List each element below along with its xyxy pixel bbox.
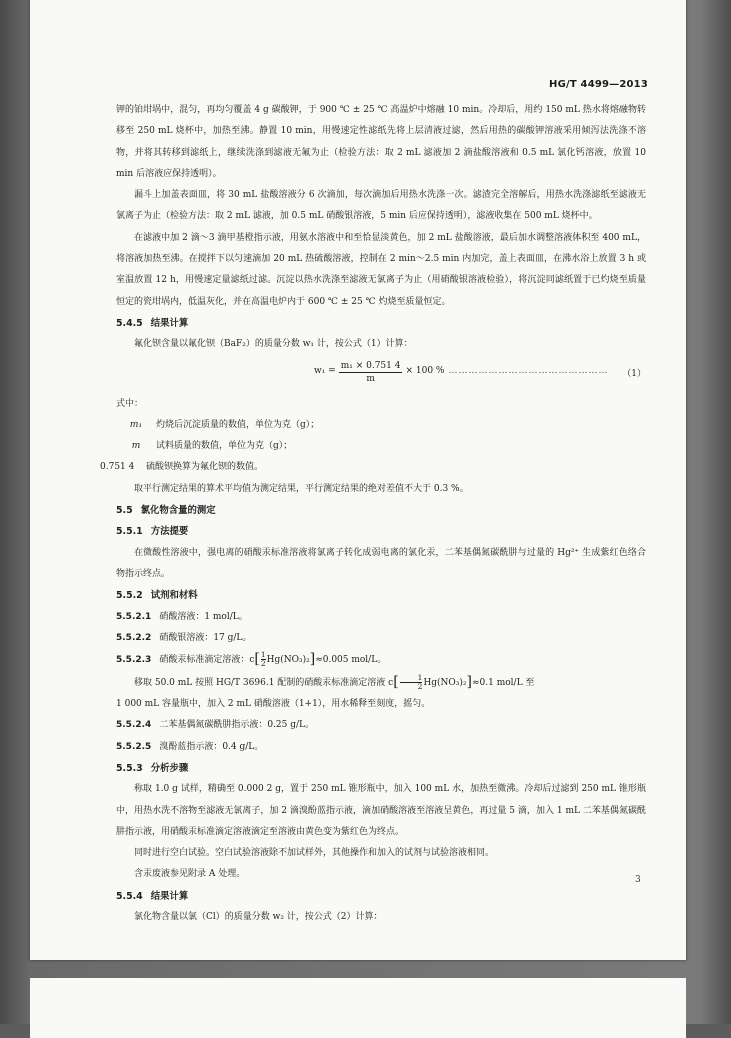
section-heading: 5.5.2 试剂和材料 — [116, 590, 198, 602]
reagent-item: 5.5.2.4 二苯基偶氮碳酰肼指示液：0.25 g/L。 — [116, 720, 314, 731]
paragraph: 氯化物含量以氯（Cl）的质量分数 w₂ 计，按公式（2）计算： — [134, 912, 383, 922]
section-heading: 5.5.1 方法提要 — [116, 526, 189, 538]
paragraph: 1 000 mL 容量瓶中，加入 2 mL 硝酸溶液（1+1），用水稀释至刻度，摇匀。 — [116, 699, 431, 710]
page-number: 3 — [635, 875, 641, 885]
definition-row: m₁ 灼烧后沉淀质量的数值，单位为克（g）； — [129, 419, 320, 430]
paragraph: 氟化钡含量以氟化钡（BaF₂）的质量分数 w₁ 计，按公式（1）计算： — [134, 339, 413, 350]
section-heading: 5.4.5 结果计算 — [116, 317, 189, 329]
formula-fraction — [339, 360, 403, 385]
paragraph: 钾的铂坩埚中，混匀，再均匀覆盖 4 g 碳酸钾，于 900 ℃ ± 25 ℃ 高温炉中熔融 10 min。冷却后，用约 150 mL 热水将熔融物转移至 250 mL 烧杯中，加热至沸。静置 10 min，用慢速定性滤纸先将上层清液过滤，然后用热的碳酸钾溶液采用倾泻法洗涤不溶物，并将其转移到滤纸上，继续洗涤到滤液无氟为止（检验方法：取 2 mL 滤液加 2 滴盐酸溶液和 0.5 mL 氯化钙溶液，放置 10 min 后溶液应保持透明）。 — [116, 105, 646, 179]
paragraph: 含汞废液参见附录 A 处理。 — [134, 869, 246, 880]
paragraph: 漏斗上加盖表面皿，将 30 mL 盐酸溶液分 6 次滴加，每次滴加后用热水洗涤一次。滤渣完全溶解后，用热水洗涤滤纸至滤液无氯离子为止（检验方法：取 2 mL 滤液，加 0.5 mL 硝酸银溶液，5 min 后应保持透明），滤液收集在 500 mL 烧杯中。 — [116, 190, 646, 222]
formula-leader-dots: ………………………………………… — [448, 366, 609, 377]
formula-numerator: m₁ × 0.751 4 — [340, 360, 401, 371]
standard-code: HG/T 4499—2013 — [549, 79, 648, 90]
formula-lhs: w₁ = — [314, 366, 336, 377]
paragraph: 同时进行空白试验。空白试验溶液除不加试样外，其他操作和加入的试剂与试验溶液相同。 — [134, 848, 495, 859]
formula-suffix: × 100 % — [405, 366, 445, 377]
where-label: 式中： — [116, 398, 144, 409]
formula-denominator: m — [366, 373, 375, 384]
document-page — [30, 0, 686, 960]
paragraph: 在滤液中加 2 滴～3 滴甲基橙指示液，用氨水溶液中和至恰显淡黄色，加 2 mL 盐酸溶液，最后加水调整溶液体积至 400 mL，将溶液加热至沸。在搅拌下以匀速滴加 20 mL 热硫酸溶液，控制在 2 min～2.5 min 内加完，盖上表面皿，在沸水浴上放置 3 h 或室温放置 12 h，用慢速定量滤纸过滤。沉淀以热水洗涤至滤液无氯离子为止（用硝酸银溶液检验），将沉淀同滤纸置于已灼烧至质量恒定的瓷坩埚内，低温灰化，并在高温电炉内于 600 ℃ ± 25 ℃ 灼烧至质量恒定。 — [116, 232, 646, 307]
page-content — [100, 100, 646, 928]
paragraph: 取平行测定结果的算术平均值为测定结果，平行测定结果的绝对差值不大于 0.3 %。 — [134, 483, 469, 494]
definition-row: 0.751 4 硫酸钡换算为氟化钡的数值。 — [100, 462, 264, 473]
reagent-item: 5.5.2.5 溴酚蓝指示液：0.4 g/L。 — [116, 741, 264, 752]
formula-1 — [116, 356, 646, 394]
section-heading: 5.5 氯化物含量的测定 — [116, 505, 216, 517]
next-page-edge — [30, 978, 686, 1038]
reagent-item: 5.5.2.2 硝酸银溶液：17 g/L。 — [116, 632, 252, 643]
definition-row: m 试料质量的数值，单位为克（g）； — [131, 441, 293, 452]
paragraph: 称取 1.0 g 试样，精确至 0.000 2 g，置于 250 mL 锥形瓶中，加入 100 mL 水，加热至微沸。冷却后过滤到 250 mL 锥形瓶中，用热水洗不溶物至滤液无氯离子，加 2 滴溴酚蓝指示液，滴加硝酸溶液至溶液呈黄色，再过量 5 滴，加入 1 mL 二苯基偶氮碳酰肼指示液，用硝酸汞标准滴定溶液滴定至溶液由黄色变为紫红色为终点。 — [116, 784, 646, 837]
reagent-item: 5.5.2.3 硝酸汞标准滴定溶液：c[ $\frac{1}{2}$ Hg(NO₃)₂]≈0.005 mol/L。 — [116, 650, 387, 669]
paragraph: 移取 50.0 mL 按照 HG/T 3696.1 配制的硝酸汞标准滴定溶液 c[ $\frac{1}{2}$ Hg(NO₃)₂]≈0.1 mol/L 至 — [134, 672, 535, 691]
section-heading: 5.5.4 结果计算 — [116, 890, 189, 902]
formula-number: （1） — [622, 368, 646, 379]
paragraph: 在微酸性溶液中，强电离的硝酸汞标准溶液将氯离子转化成弱电离的氯化汞，二苯基偶氮碳酰肼与过量的 Hg²⁺ 生成紫红色络合物指示终点。 — [116, 547, 646, 579]
reagent-item: 5.5.2.1 硝酸溶液：1 mol/L。 — [116, 611, 248, 622]
section-heading: 5.5.3 分析步骤 — [116, 762, 189, 774]
